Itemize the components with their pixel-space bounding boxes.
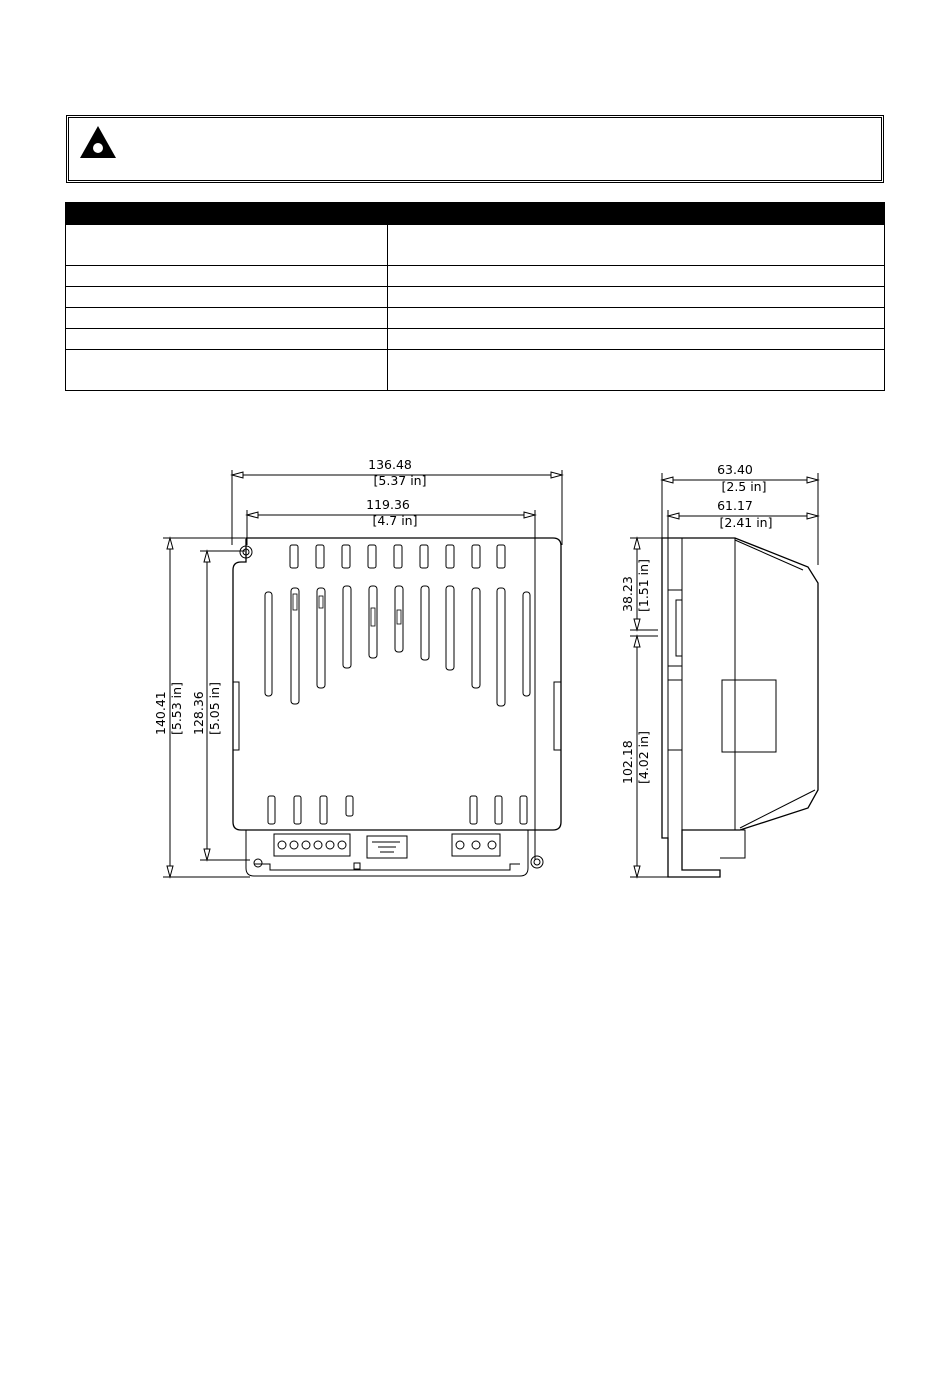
width-overall-inch: [5.37 in] [373, 473, 427, 488]
height-mount-mm: 128.36 [191, 691, 206, 735]
height-overall-mm: 140.41 [153, 691, 168, 735]
width-mount-inch: [4.7 in] [372, 513, 418, 528]
table-row [66, 225, 885, 266]
table-row [66, 329, 885, 350]
width-mount-mm: 119.36 [366, 497, 410, 512]
vent-slots-bottom [268, 796, 527, 824]
lower-height-mm: 102.18 [620, 740, 635, 784]
dimension-drawing [0, 440, 950, 900]
front-view [153, 457, 562, 877]
table-row [66, 350, 885, 391]
depth-overall-inch: [2.5 in] [721, 479, 767, 494]
warning-triangle-icon [79, 124, 117, 160]
side-view [620, 462, 818, 877]
table-header-row [66, 203, 885, 225]
height-mount-inch: [5.05 in] [207, 682, 222, 735]
table-row [66, 266, 885, 287]
vent-slots-long [265, 586, 530, 706]
table-header-cell [66, 203, 388, 225]
warning-box [66, 115, 884, 183]
vent-slots-top [290, 545, 505, 568]
height-overall-inch: [5.53 in] [169, 682, 184, 735]
table-row [66, 308, 885, 329]
specification-table [65, 202, 885, 391]
table-row [66, 287, 885, 308]
upper-height-inch: [1.51 in] [636, 559, 651, 612]
table-header-cell [388, 203, 885, 225]
upper-height-mm: 38.23 [620, 576, 635, 612]
depth-body-inch: [2.41 in] [719, 515, 773, 530]
lower-height-inch: [4.02 in] [636, 731, 651, 784]
depth-overall-mm: 63.40 [717, 462, 753, 477]
width-overall-mm: 136.48 [368, 457, 412, 472]
depth-body-mm: 61.17 [717, 498, 753, 513]
